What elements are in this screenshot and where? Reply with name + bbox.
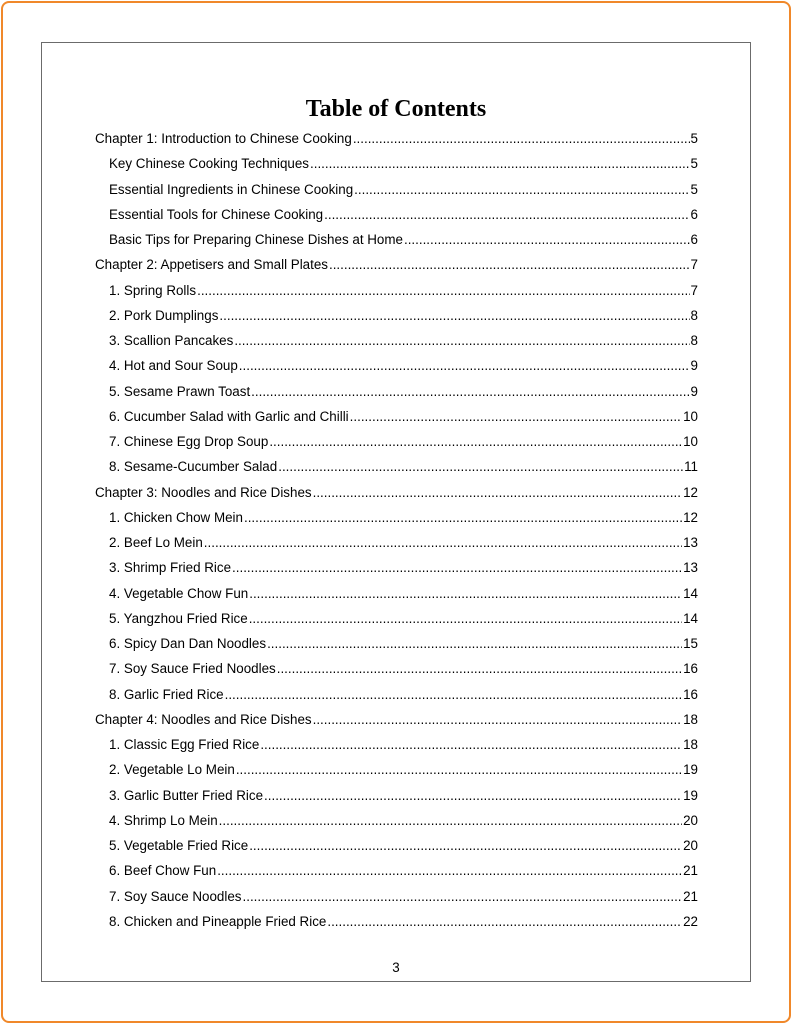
toc-section-entry[interactable] — [95, 227, 698, 252]
toc-entry-title: 4. Shrimp Lo Mein — [109, 812, 218, 828]
toc-entry-page: 16 — [683, 661, 698, 677]
toc-entry-title: Chapter 2: Appetisers and Small Plates — [95, 257, 328, 273]
document-page — [41, 42, 751, 982]
toc-entry-title: Key Chinese Cooking Techniques — [109, 156, 309, 172]
toc-entry-page: 16 — [683, 686, 698, 702]
toc-entry-page: 9 — [690, 383, 698, 399]
toc-entry-page: 15 — [683, 636, 698, 651]
toc-section-entry[interactable] — [95, 429, 698, 454]
toc-entry-title: 6. Beef Chow Fun — [109, 863, 217, 879]
toc-entry-page: 12 — [683, 509, 698, 525]
toc-entry-title: 7. Soy Sauce Fried Noodles — [109, 661, 276, 677]
toc-section-entry[interactable] — [95, 530, 698, 555]
toc-entry-title: 4. Hot and Sour Soup — [109, 358, 238, 374]
toc-entry-page: 14 — [683, 610, 698, 626]
toc-entry-page: 7 — [690, 282, 698, 298]
toc-dot-leader — [197, 278, 689, 303]
toc-dot-leader — [251, 379, 689, 404]
toc-entry-title: 7. Soy Sauce Noodles — [109, 888, 242, 904]
toc-dot-leader — [354, 177, 689, 202]
toc-chapter-entry[interactable] — [95, 126, 698, 151]
toc-section-entry[interactable] — [95, 278, 698, 303]
toc-dot-leader — [244, 505, 682, 530]
toc-dot-leader — [329, 252, 690, 277]
toc-dot-leader — [353, 126, 690, 151]
toc-entry-page: 8 — [690, 333, 698, 348]
toc-dot-leader — [243, 884, 683, 909]
toc-entry-title: 2. Beef Lo Mein — [109, 535, 203, 550]
toc-entry-page: 14 — [683, 585, 698, 601]
toc-section-entry[interactable] — [95, 328, 698, 353]
toc-section-entry[interactable] — [95, 656, 698, 681]
toc-entry-page: 5 — [690, 131, 698, 146]
toc-entry-title: 5. Vegetable Fried Rice — [109, 838, 249, 853]
toc-dot-leader — [217, 858, 682, 883]
toc-section-entry[interactable] — [95, 783, 698, 808]
toc-section-entry[interactable] — [95, 808, 698, 833]
toc-entry-title: 5. Yangzhou Fried Rice — [109, 610, 248, 626]
toc-entry-title: Essential Ingredients in Chinese Cooking — [109, 181, 354, 197]
toc-entry-page: 9 — [690, 358, 698, 374]
toc-entry-title: Chapter 1: Introduction to Chinese Cooking — [95, 131, 352, 146]
toc-entry-title: 3. Garlic Butter Fried Rice — [109, 787, 264, 803]
toc-chapter-entry[interactable] — [95, 252, 698, 277]
toc-entry-title: 1. Classic Egg Fried Rice — [109, 737, 260, 752]
toc-dot-leader — [350, 404, 682, 429]
toc-entry-title: Chapter 3: Noodles and Rice Dishes — [95, 484, 312, 500]
toc-section-entry[interactable] — [95, 177, 698, 202]
toc-chapter-entry[interactable] — [95, 707, 698, 732]
toc-dot-leader — [236, 757, 682, 782]
toc-section-entry[interactable] — [95, 151, 698, 176]
toc-dot-leader — [313, 707, 682, 732]
toc-entry-title: 4. Vegetable Chow Fun — [109, 585, 249, 601]
toc-entry-page: 8 — [690, 307, 698, 323]
toc-entry-title: 1. Spring Rolls — [109, 282, 197, 298]
toc-dot-leader — [278, 454, 683, 479]
toc-entry-title: 8. Chicken and Pineapple Fried Rice — [109, 913, 327, 929]
toc-section-entry[interactable] — [95, 833, 698, 858]
toc-section-entry[interactable] — [95, 303, 698, 328]
page-number: 3 — [392, 960, 400, 975]
toc-dot-leader — [219, 303, 689, 328]
toc-entry-page: 21 — [683, 888, 698, 904]
toc-entry-page: 10 — [683, 408, 698, 424]
toc-dot-leader — [260, 732, 682, 757]
toc-entry-title: 7. Chinese Egg Drop Soup — [109, 434, 269, 449]
toc-entry-title: Basic Tips for Preparing Chinese Dishes at Home — [109, 232, 403, 247]
toc-dot-leader — [204, 530, 682, 555]
toc-entry-page: 12 — [683, 484, 698, 500]
toc-dot-leader — [225, 682, 683, 707]
toc-entry-page: 10 — [683, 434, 698, 449]
toc-entry-page: 5 — [690, 181, 698, 197]
toc-entry-page: 6 — [690, 206, 698, 222]
toc-dot-leader — [277, 656, 682, 681]
toc-dot-leader — [232, 555, 682, 580]
toc-entry-title: 3. Scallion Pancakes — [109, 333, 234, 348]
toc-section-entry[interactable] — [95, 884, 698, 909]
toc-section-entry[interactable] — [95, 202, 698, 227]
toc-entry-page: 22 — [683, 913, 698, 929]
toc-entry-title: Essential Tools for Chinese Cooking — [109, 206, 324, 222]
toc-dot-leader — [404, 227, 690, 252]
toc-dot-leader — [249, 606, 682, 631]
toc-entry-title: 8. Garlic Fried Rice — [109, 686, 224, 702]
toc-entry-title: 6. Cucumber Salad with Garlic and Chilli — [109, 408, 349, 424]
toc-entry-page: 7 — [690, 257, 698, 273]
toc-dot-leader — [327, 909, 682, 934]
toc-section-entry[interactable] — [95, 353, 698, 378]
toc-section-entry[interactable] — [95, 505, 698, 530]
toc-dot-leader — [310, 151, 690, 176]
toc-entry-page: 18 — [683, 711, 698, 727]
toc-section-entry[interactable] — [95, 581, 698, 606]
toc-entry-title: Chapter 4: Noodles and Rice Dishes — [95, 711, 312, 727]
toc-section-entry[interactable] — [95, 909, 698, 934]
toc-dot-leader — [267, 631, 682, 656]
toc-dot-leader — [264, 783, 682, 808]
toc-section-entry[interactable] — [95, 555, 698, 580]
toc-section-entry[interactable] — [95, 631, 698, 656]
toc-entry-title: 1. Chicken Chow Mein — [109, 509, 243, 525]
toc-dot-leader — [239, 353, 690, 378]
toc-entry-page: 21 — [683, 863, 698, 879]
toc-entry-page: 13 — [683, 560, 698, 576]
toc-entry-page: 13 — [683, 535, 698, 550]
toc-section-entry[interactable] — [95, 404, 698, 429]
toc-entry-page: 18 — [683, 737, 698, 752]
toc-dot-leader — [219, 808, 682, 833]
toc-entry-page: 19 — [683, 787, 698, 803]
page-title: Table of Contents — [305, 96, 487, 122]
toc-section-entry[interactable] — [95, 682, 698, 707]
toc-chapter-entry[interactable] — [95, 480, 698, 505]
toc-section-entry[interactable] — [95, 379, 698, 404]
toc-section-entry[interactable] — [95, 606, 698, 631]
toc-entry-page: 20 — [683, 812, 698, 828]
toc-entry-page: 6 — [690, 232, 698, 247]
toc-section-entry[interactable] — [95, 757, 698, 782]
toc-dot-leader — [313, 480, 682, 505]
toc-entry-title: 8. Sesame-Cucumber Salad — [109, 459, 278, 475]
toc-dot-leader — [249, 833, 682, 858]
toc-entry-title: 6. Spicy Dan Dan Noodles — [109, 636, 267, 651]
toc-entry-title: 2. Vegetable Lo Mein — [109, 762, 235, 778]
toc-section-entry[interactable] — [95, 732, 698, 757]
toc-dot-leader — [269, 429, 682, 454]
toc-section-entry[interactable] — [95, 858, 698, 883]
toc-dot-leader — [234, 328, 689, 353]
toc-entry-page: 20 — [683, 838, 698, 853]
toc-entry-page: 19 — [683, 762, 698, 778]
toc-section-entry[interactable] — [95, 454, 698, 479]
toc-dot-leader — [324, 202, 689, 227]
table-of-contents — [95, 126, 698, 934]
toc-entry-page: 11 — [684, 459, 698, 475]
toc-entry-page: 5 — [690, 156, 698, 172]
toc-entry-title: 5. Sesame Prawn Toast — [109, 383, 251, 399]
toc-dot-leader — [249, 581, 682, 606]
toc-entry-title: 2. Pork Dumplings — [109, 307, 219, 323]
toc-entry-title: 3. Shrimp Fried Rice — [109, 560, 232, 576]
